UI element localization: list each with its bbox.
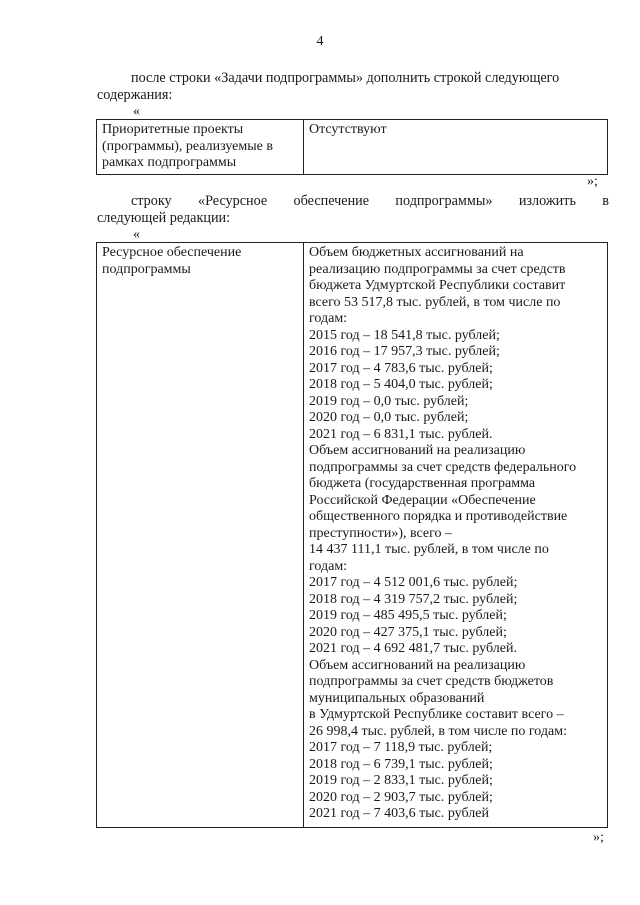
table-value-line: 2020 год – 0,0 тыс. рублей;	[309, 410, 469, 425]
priority-projects-table	[96, 119, 608, 175]
intro-paragraph-1-line-2: содержания:	[97, 87, 173, 103]
table-value-line: 26 998,4 тыс. рублей, в том числе по годам:	[309, 723, 567, 739]
table-value-line: годам:	[309, 558, 348, 574]
table-label-cell	[97, 120, 304, 175]
table-label-cell	[97, 243, 304, 828]
table-value-line: годам:	[309, 311, 348, 326]
intro-word: обеспечение	[293, 193, 370, 209]
table-value-line: 2021 год – 4 692 481,7 тыс. рублей.	[309, 641, 517, 656]
intro-word: подпрограммы»	[395, 193, 493, 209]
table-row	[97, 120, 608, 175]
closing-quote-1: »;	[587, 174, 598, 189]
table-value-line: Объем ассигнований на реализацию	[309, 443, 526, 458]
table-value-line: 2019 год – 0,0 тыс. рублей;	[309, 393, 469, 409]
table-label-line: Приоритетные проекты	[102, 122, 244, 137]
table-value-text: Отсутствуют	[309, 122, 387, 137]
table-row	[97, 243, 608, 828]
table-value-line: 2017 год – 4 783,6 тыс. рублей;	[309, 360, 493, 376]
table-value-line: муниципальных образований	[309, 690, 485, 706]
table-value-line: 2021 год – 7 403,6 тыс. рублей	[309, 806, 489, 821]
table-value-line: 2016 год – 17 957,3 тыс. рублей;	[309, 344, 500, 359]
table-value-line: 2017 год – 7 118,9 тыс. рублей;	[309, 740, 493, 755]
table-value-line: Объем ассигнований на реализацию	[309, 657, 526, 673]
table-value-line: Объем бюджетных ассигнований на	[309, 245, 524, 260]
table-label-line: (программы), реализуемые в	[102, 138, 273, 154]
resource-support-table	[96, 242, 608, 828]
closing-quote-2: »;	[593, 830, 604, 845]
table-label-line: подпрограммы	[102, 261, 191, 277]
intro-paragraph-1-line-1: после строки «Задачи подпрограммы» дополнить строкой следующего	[131, 70, 560, 86]
table-value-line: 2018 год – 6 739,1 тыс. рублей;	[309, 756, 493, 772]
intro-word: в	[602, 193, 609, 209]
intro-word: строку	[131, 193, 172, 209]
table-value-line: 2019 год – 485 495,5 тыс. рублей;	[309, 608, 507, 623]
table-value-line: 2015 год – 18 541,8 тыс. рублей;	[309, 327, 500, 343]
table-label-line: Ресурсное обеспечение	[102, 245, 242, 260]
opening-quote-1: «	[133, 104, 140, 119]
table-value-line: подпрограммы за счет средств бюджетов	[309, 674, 554, 689]
intro-word: изложить	[518, 193, 576, 209]
table-value-line: 2020 год – 2 903,7 тыс. рублей;	[309, 789, 493, 805]
table-value-line: всего 53 517,8 тыс. рублей, в том числе по	[309, 294, 561, 310]
table-value-line: 14 437 111,1 тыс. рублей, в том числе по	[309, 542, 549, 557]
intro-paragraph-2-line-1	[131, 193, 609, 210]
table-value-line: 2021 год – 6 831,1 тыс. рублей.	[309, 426, 493, 442]
table-value-line: подпрограммы за счет средств федерального	[309, 459, 577, 475]
table-value-cell	[304, 243, 608, 828]
table-value-line: 2019 год – 2 833,1 тыс. рублей;	[309, 773, 493, 788]
page-number: 4	[316, 34, 324, 49]
table-value-line: реализацию подпрограммы за счет средств	[309, 261, 566, 277]
table-value-line: 2018 год – 4 319 757,2 тыс. рублей;	[309, 591, 518, 607]
intro-word: «Ресурсное	[198, 193, 268, 209]
table-value-line: Российской Федерации «Обеспечение	[309, 492, 536, 508]
table-value-line: бюджета Удмуртской Республики составит	[309, 278, 566, 293]
table-value-cell	[304, 120, 608, 175]
table-value-line: 2017 год – 4 512 001,6 тыс. рублей;	[309, 575, 518, 590]
table-value-line: 2018 год – 5 404,0 тыс. рублей;	[309, 377, 493, 392]
table-value-line: в Удмуртской Республике составит всего –	[309, 707, 564, 722]
intro-paragraph-2-line-2: следующей редакции:	[97, 210, 231, 226]
opening-quote-2: «	[133, 227, 140, 242]
table-value-line: общественного порядка и противодействие	[309, 509, 568, 524]
table-value-line: бюджета (государственная программа	[309, 476, 536, 491]
table-value-line: 2020 год – 427 375,1 тыс. рублей;	[309, 624, 507, 640]
table-value-line: преступности»), всего –	[309, 525, 453, 541]
table-label-line: рамках подпрограммы	[102, 155, 237, 170]
